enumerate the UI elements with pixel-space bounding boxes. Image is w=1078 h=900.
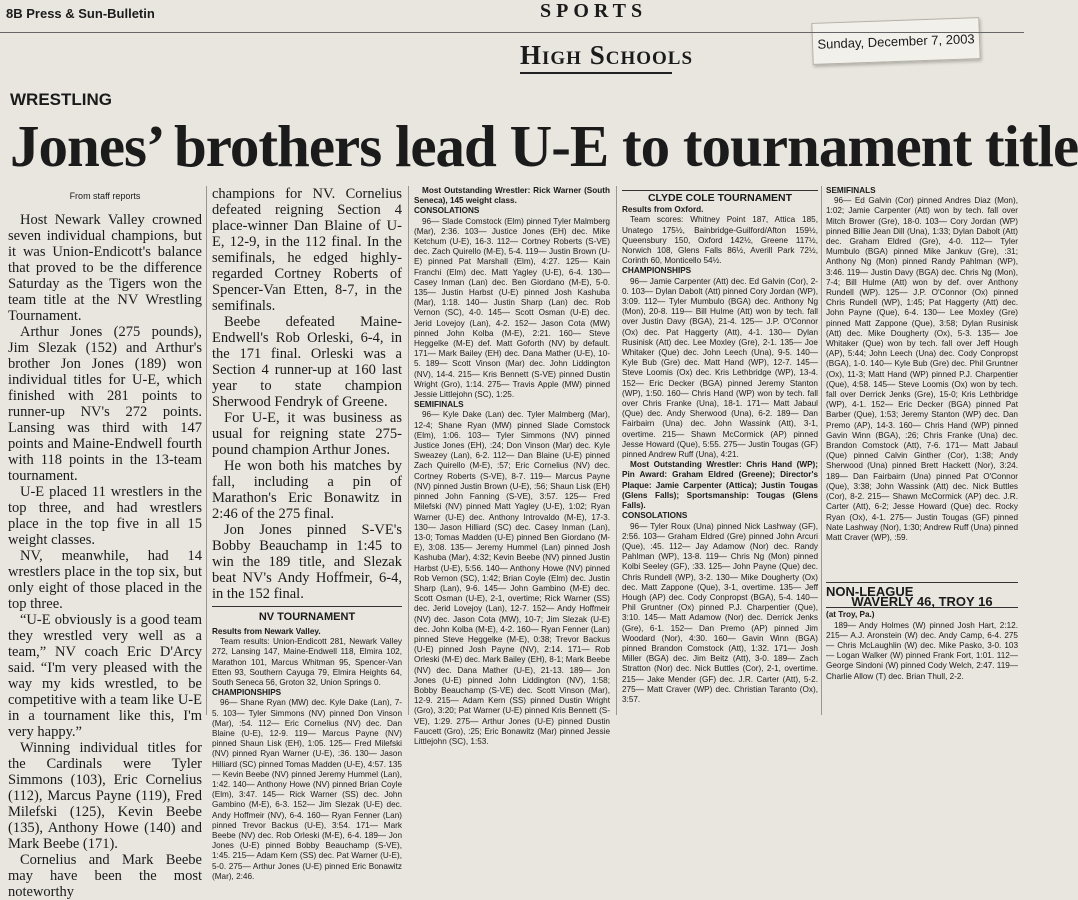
- article-paragraph: U-E placed 11 wrestlers in the top three, and had wrestlers place in the top five in all 15 weight classes.: [8, 484, 202, 548]
- semifinals-heading: SEMIFINALS: [414, 400, 464, 410]
- column-rule: [821, 186, 822, 715]
- championships-heading: CHAMPIONSHIPS: [212, 688, 282, 698]
- semifinal-results: 96— Ed Galvin (Cor) pinned Andres Diaz (Mon), 1:02; Jamie Carpenter (Att) won by tech. fall over Mitch Brower (Gre), 18-0. 103— Cory Jordan (WP) pinned Billie Jean Dill (Una), 1:33; Dylan Dabolt (Att) dec. Graham Eldred (Gre), 4-0. 112— Tyler Mumbulo (BGA) pinned Mike Jankuv (Gre), :31; Anthony Ng (Mon) pinned Randy Pahlman (WP), 3:46. 119— Justin Davy (BGA) dec. Chris Ng (Mon), 7-4; Bill Hulme (Att) won by def. over Anthony Rundell (WP). 125— J.P. O'Connor (Ox) pinned Chris Rundell (WP), 1:45; Pat Haggerty (Att) dec. John Payne (Que), 6-4. 130— Lee Moxley (Gre) pinned Matt Zappone (Que), 3:58; Dylan Rusinisk (Att) dec. Mike Dougherty (Ox), 5-3. 135— Joe Whitaker (Que) won by tech. fall over Jeff Hough (AP), 5:44; John Leech (Una) dec. Cody Conpropst (BGA), 1-0. 140— Kyle Bub (Gre) dec. Phil Gruntner (Ox), 11-3; Matt Hand (WP) pinned P.J. Charpentier (Que), 4:58. 145— Steve Loomis (Ox) won by tech. fall over Derrick Jenks (Gre), 15-0; Kris Lethbridge (WP), 4-1. 152— Eric Decker (BGA) pinned Pat Barber (Que), 1:53; Jeremy Stanton (WP) dec. Dan Premo (AP), 14-3. 160— Chris Hand (WP) pinned Gavin Winn (BGA), :26; Chris Franke (Una) dec. Brandon Comstock (Att), 7-6. 171— Matt Jabaul (Que) pinned Calvin Ginther (Cor), 1:38; Andy Sherwood (Una) pinned Brett Hackett (Nor), 3:24. 189— Dan Fairbairn (Una) pinned Pat O'Connor (Que), 3:38; John Wassink (Att) dec. Nick Buttles (Cor), 8-2. 215— Shawn McCormick (AP) dec. J.R. Carter (Att), 6-2; Jesse Howard (Que) dec. Rocky Ryan (Ox), 4-1. 275— Justin Tougas (GF) pinned Nate Lashway (Nor), 1:30; Andrew Ruff (Una) pinned Matt Craver (WP), :59.: [826, 196, 1018, 542]
- kicker: WRESTLING: [10, 90, 112, 109]
- results-intro: Results from Oxford.: [622, 205, 704, 215]
- game-score-heading: WAVERLY 46, TROY 16: [826, 597, 1018, 608]
- article-paragraph: Host Newark Valley crowned seven individual champions, but it was Union-Endicott's balance that proved to be the difference Saturday as the Tigers won the team title at the NV Wrestling Tournament.: [8, 212, 202, 324]
- results-column-5: [826, 186, 1018, 715]
- results-intro: Results from Newark Valley.: [212, 627, 321, 636]
- page-folio: 8B Press & Sun-Bulletin: [6, 6, 155, 21]
- awards: Most Outstanding Wrestler: Chris Hand (WP); Pin Award: Graham Eldred (Greene); Director's Plaque: Jamie Carpenter (Attica); Justin Tougas (Glens Falls); Sportsmanship: Tougas (Glens Falls).: [622, 460, 818, 511]
- column-rule: [206, 186, 207, 715]
- article-paragraph: Jon Jones pinned S-VE's Bobby Beauchamp in 1:45 to win the 189 title, and Slezak beat NV's Andy Hoffmeir, 6-4, in the 152 final.: [212, 522, 402, 602]
- column-rule: [616, 186, 617, 715]
- headline: Jones’ brothers lead U-E to tournament title: [10, 113, 1078, 179]
- top-rule: [0, 32, 1024, 33]
- date-stamp: Sunday, December 7, 2003: [811, 17, 980, 65]
- game-results: 189— Andy Holmes (W) pinned Josh Hart, 2:12. 215— A.J. Aronstein (W) dec. Andy Camp, 6-4. 275— Chris McLaughlin (W) dec. Mike Pasko, 3-0. 103— Logan Walker (W) pinned Frank Fort, 1:01. 112— George Sindoni (W) pinned Cody Welch, 2:47. 119— Charlie Allow (T) dec. Brian Thull, 2-2.: [826, 620, 1018, 681]
- article-paragraph: For U-E, it was business as usual for reigning state 275-pound champion Arthur Jones.: [212, 410, 402, 458]
- championship-results: 96— Shane Ryan (MW) dec. Kyle Dake (Lan), 7-5. 103— Tyler Simmons (NV) pinned Don Vinson (Mar), :54. 112— Eric Cornelius (NV) dec. Dan Blaine (U-E), 12-9. 119— Marcus Payne (NV) pinned Shaun Lisk (EH), 1:05. 125— Fred Milefski (NV) pinned Ryan Warner (U-E), :36. 130— Jason Hilliard (SC) pinned Tomas Madden (U-E), 4:57. 135— Kevin Beebe (NV) pinned Jeremy Hummel (Lan), 1:42. 140— Anthony Howe (NV) pinned Brian Coyle (Elm), 3:47. 145— Rick Warner (SS) dec. John Gambino (M-E), 6-3. 152— Jim Slezak (U-E) dec. Andy Hoffmeir (NV), 6-4. 160— Ryan Fenner (Lan) pinned Trevor Backus (U-E), 3:54. 171— Mark Beebe (NV) dec. Rob Orleski (M-E), 6-4. 189— Jon Jones (U-E) pinned Bobby Beauchamp (S-VE), 1:45. 215— Adam Kern (SS) dec. Pat Warner (U-E), 5-0. 275— Arthur Jones (U-E) pinned Eric Bonawitz (Mar), 2:46.: [212, 698, 402, 881]
- column-rule: [408, 186, 409, 715]
- consolation-results: 96— Tyler Roux (Una) pinned Nick Lashway (GF), 2:56. 103— Graham Eldred (Gre) pinned John Arcuri (Que), :45. 112— Jay Adamow (Nor) dec. Randy Pahlman (WP), 13-8. 119— Chris Ng (Mon) pinned Kolbi Seeley (GF), :33. 125— John Payne (Que) dec. Chris Rundell (WP), 3-2. 130— Mike Dougherty (Ox) dec. Matt Zappone (Que), 3-1, overtime. 135— Jeff Hough (AP) dec. Cody Conpropst (BGA), 5-4. 140— Phil Gruntner (Ox) pinned P.J. Charpentier (Que), 3:10. 145— Matt Adamow (Nor) dec. Derrick Jenks (Gre), 6-1. 152— Dan Premo (AP) pinned Jim Woodard (Nor), 4:30. 160— Gavin Winn (BGA) pinned Brandon Comstock (Att), 1:32. 171— Josh Miller (BGA) dec. Jim Beitz (Att), 3-0. 189— Zach Stratton (Nor) dec. Nick Buttles (Cor), 2-1, overtime. 215— Jake Mender (GF) dec. J.R. Carter (Att), 5-2. 275— Matt Craver (WP) dec. Christian Taranto (Ox), 3:57.: [622, 521, 818, 704]
- article-column-2: [212, 186, 402, 881]
- article-paragraph: Cornelius and Mark Beebe may have been the most noteworthy: [8, 852, 202, 900]
- semifinals-heading: SEMIFINALS: [826, 186, 876, 195]
- article-column-1: [8, 186, 202, 900]
- section-name: SPORTS: [540, 0, 648, 22]
- consolations-heading: CONSOLATIONS: [622, 511, 688, 521]
- championships-heading: CHAMPIONSHIPS: [622, 266, 692, 276]
- subsection-rule: [520, 72, 672, 74]
- results-column-4: [622, 186, 818, 715]
- article-paragraph: Arthur Jones (275 pounds), Jim Slezak (152) and Arthur's brother Jon Jones (189) won individual titles for U-E, which finished with 281 points to runner-up NV's 272 points. Lansing was third with 147 points and Maine-Endwell fourth with 118 points in the 13-team tournament.: [8, 324, 202, 484]
- results-heading-clyde-cole: CLYDE COLE TOURNAMENT: [622, 190, 818, 203]
- most-outstanding-wrestler: Most Outstanding Wrestler: Rick Warner (South Seneca), 145 weight class.: [414, 186, 610, 206]
- non-league-heading: NON-LEAGUE: [826, 582, 1018, 597]
- championship-results: 96— Jamie Carpenter (Att) dec. Ed Galvin (Cor), 2-0. 103— Dylan Dabolt (Att) pinned Cory Jordan (WP), 3:09. 112— Tyler Mumbulo (BGA) dec. Anthony Ng (Mon), 20-8. 119— Bill Hulme (Att) won by tech. fall over Justin Davy (BGA), 21-4. 125— J.P. O'Connor (Ox) dec. Pat Haggerty (Att), 4-1. 130— Dylan Rusinisk (Att) dec. Lee Moxley (Gre), 2-1. 135— Joe Whitaker (Que) dec. John Leech (Una), 9-5. 140— Kyle Bub (Gre) dec. Matt Hand (WP), 12-7. 145— Steve Loomis (Ox) dec. Kris Lethbridge (WP), 13-4. 152— Eric Decker (BGA) pinned Jeremy Stanton (WP), 1:50. 160— Chris Hand (WP) won by tech. fall over Chris Franke (Una), 18-1. 171— Matt Jabaul (Que) dec. Andy Sherwood (Una), 6-2. 189— Dan Fairbairn (Una) dec. John Wassink (Att), 3-1, overtime. 215— Shawn McCormick (AP) pinned Jesse Howard (Que), 5:55. 275— Justin Tougas (GF) pinned Andrew Ruff (Una), 4:21.: [622, 276, 818, 460]
- consolation-results: 96— Slade Comstock (Elm) pinned Tyler Malmberg (Mar), 2:36. 103— Justice Jones (EH) dec. Mike Ketchum (U-E), 16-3. 112— Cortney Roberts (S-VE) dec. Zach Quirello (M-E), 5-4. 119— Justin Brown (U-E) pinned Pat Marshall (Elm), 4:27. 125— Kain Franchi (Elm) dec. Matt Yagley (U-E), 6-4. 130— Casey Inman (Lan) dec. Ben Giordano (M-E), 5-0. 135— Justin Harbst (U-E) pinned Josh Kashuba (Mar), 1:18. 140— Justin Sharp (Lan) dec. Rob Vernon (SC), 4-0. 145— Scott Osman (U-E) dec. Jerid Lovejoy (Lan), 4-2. 152— Jason Cota (MW) pinned John Kolba (M-E), 2:21. 160— Steve Heggelke (M-E) def. Matt Goforth (NV) by default. 171— Mark Bailey (EH) dec. Dana Mather (U-E), 10-5. 189— Scott Vinson (Mar) dec. John Liddington (NV), 14-4. 215— Kris Bennett (S-VE) pinned Dustin Wright (Gro), 1:14. 275— Travis Apple (MW) pinned Jessie Littlejohn (SC), 1:25.: [414, 216, 610, 400]
- article-paragraph: “U-E obviously is a good team they wrestled very well as a team,” NV coach Eric D'Arcy said. “I'm very pleased with the way my kids wrestled, to be competitive with a team like U-E in a tournament like this, I'm very happy.”: [8, 612, 202, 740]
- subsection-name: High Schools: [520, 40, 694, 70]
- article-paragraph: Beebe defeated Maine-Endwell's Rob Orleski, 6-4, in the 171 final. Orleski was a Section 4 runner-up at 160 last year to state champion Sherwood Fendryk of Greene.: [212, 314, 402, 410]
- article-paragraph: He won both his matches by fall, including a pin of Marathon's Eric Bonawitz in 2:46 of the 275 final.: [212, 458, 402, 522]
- byline: From staff reports: [69, 191, 141, 201]
- game-location: (at Troy, Pa.): [826, 610, 875, 620]
- consolations-heading: CONSOLATIONS: [414, 206, 480, 216]
- article-paragraph: Winning individual titles for the Cardinals were Tyler Simmons (103), Eric Cornelius (112), Marcus Payne (119), Fred Milefski (125), Kevin Beebe (135), Anthony Howe (140) and Mark Beebe (171).: [8, 740, 202, 852]
- team-results: Team results: Union-Endicott 281, Newark Valley 272, Lansing 147, Maine-Endwell 118, Elmira 102, Marathon 101, Marcus Whitman 95, Spencer-Van Etten 93, Southern Cayuga 79, Elmira Heights 64, South Seneca 56, Groton 32, Union Springs 0.: [212, 637, 402, 688]
- article-paragraph: champions for NV. Cornelius defeated reigning Section 4 place-winner Dan Blaine of U-E, 12-9, in the 112 final. In the semifinals, he edged highly-regarded Cortney Roberts of Spencer-Van Etten, 8-7, in the semifinals.: [212, 186, 402, 314]
- article-paragraph: NV, meanwhile, had 14 wrestlers place in the top six, but only eight of those placed in the top three.: [8, 548, 202, 612]
- semifinal-results: 96— Kyle Dake (Lan) dec. Tyler Malmberg (Mar), 12-4; Shane Ryan (MW) pinned Slade Comstock (Elm), 1:06. 103— Tyler Simmons (NV) pinned Justice Jones (EH), :24; Don Vinson (Mar) dec. Kyle Sweazey (Lan), 6-2. 112— Dan Blaine (U-E) pinned Zach Quirello (M-E), :57; Eric Cornelius (NV) dec. Cortney Roberts (S-VE), 8-7. 119— Marcus Payne (NV) pinned Justin Brown (U-E), :56; Shaun Lisk (EH) pinned John Fanning (S-VE), 3:57. 125— Fred Milefski (NV) pinned Matt Yagley (U-E), 1:02; Ryan Warner (U-E) dec. Anthony Introvaldo (M-E), 17-3. 130— Jason Hilliard (SC) dec. Casey Inman (Lan), 13-0; Tomas Madden (U-E) pinned Ben Giordano (M-E), 3:08. 135— Jeremy Hummel (Lan) pinned Josh Kashuba (Mar), 4:32; Kevin Beebe (NV) pinned Justin Harbst (U-E), 5:56. 140— Anthony Howe (NV) pinned Rob Vernon (SC), 1:42; Brian Coyle (Elm) dec. Justin Sharp (Lan), 9-6. 145— John Gambino (M-E) dec. Scott Osman (U-E), 2-1, overtime; Rick Warner (SS) dec. Jerid Lovejoy (Lan), 12-7. 152— Andy Hoffmeir (NV) dec. Jason Cota (MW), 10-7; Jim Slezak (U-E) dec. John Kolba (M-E), 4-2. 160— Ryan Fenner (Lan) pinned Steve Heggelke (M-E), 0:38; Trevor Backus (U-E) pinned Josh Payne (NV), 2:14. 171— Rob Orleski (M-E) dec. Mark Bailey (EH), 8-1; Mark Beebe (NV) dec. Dana Mather (U-E), 21-13. 189— Jon Jones (U-E) pinned John Liddington (NV), 1:58; Bobby Beauchamp (S-VE) dec. Scott Vinson (Mar), 12-9. 215— Adam Kern (SS) pinned Dustin Wright (Gro), 3:20; Pat Warner (U-E) pinned Kris Bennett (S-VE), 1:29. 275— Arthur Jones (U-E) pinned Dustin Faucett (Gro), :25; Eric Bonawitz (Mar) pinned Jessie Littlejohn (SC), 1:53.: [414, 410, 610, 746]
- results-heading-nv: NV TOURNAMENT: [212, 606, 402, 625]
- team-results: Team scores: Whitney Point 187, Attica 185, Unatego 175½, Bainbridge-Guilford/Afton 159½, Queensbury 150, Oxford 142½, Greene 117½, Norwich 108, Glens Falls 86½, Averill Park 72½, Corinth 60, Monticello 54½.: [622, 215, 818, 266]
- results-column-3: [414, 186, 610, 746]
